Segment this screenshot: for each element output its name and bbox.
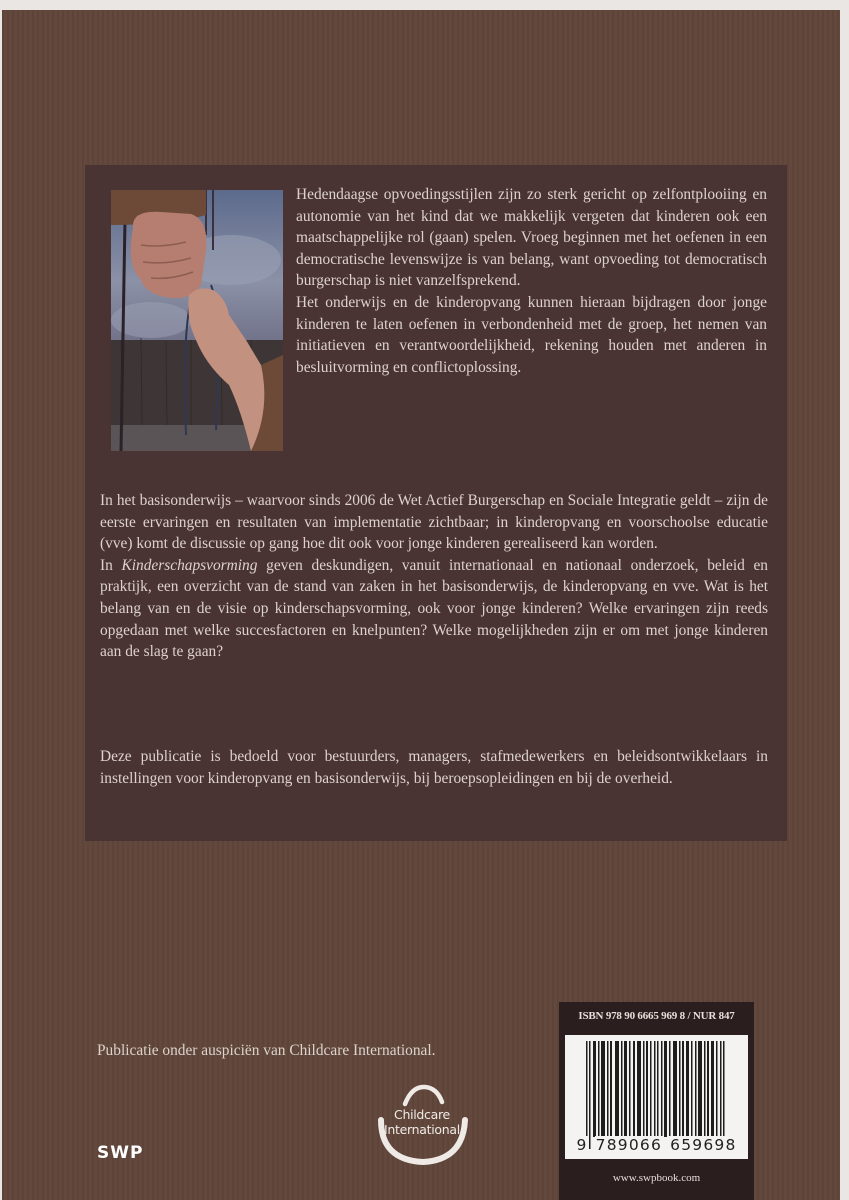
blurb-panel: [85, 165, 787, 841]
main-text: [100, 490, 768, 663]
childcare-logo-text: Childcare International: [384, 1107, 460, 1137]
audience-text: [100, 746, 768, 789]
barcode-digits-group-1: 789066: [595, 1136, 663, 1154]
book-back-cover: [2, 10, 840, 1200]
barcode-digit-lead: 9: [576, 1136, 588, 1154]
publisher-logo: SWP: [97, 1143, 144, 1163]
isbn-barcode-box: [559, 1002, 754, 1200]
book-title: Kinderschapsvorming: [121, 556, 258, 574]
auspices-note: Publicatie onder auspiciën van Childcare International.: [97, 1042, 436, 1059]
childcare-international-logo: [357, 1082, 487, 1168]
overview-prefix: In: [100, 556, 122, 574]
audience-paragraph: Deze publicatie is bedoeld voor bestuurders, managers, stafmedewerkers en beleidsontwikkelaars in instellingen voor kinderopvang en basisonderwijs, bij beroepsopleidingen en bij de overheid.: [100, 748, 768, 787]
barcode-bars-icon: [586, 1041, 728, 1149]
intro-text: [296, 184, 767, 378]
barcode-digits-group-2: 659698: [670, 1136, 737, 1154]
photo-hands-image: [111, 190, 283, 451]
overview-rest: geven deskundigen, vanuit internationaal en nationaal onderzoek, beleid en praktijk, een overzicht van de stand van zaken in het basisonderwijs, de kinderopvang en vve. Wat is het belang van en de visie op kinderschapsvorming, ook voor jonge kinderen? Welke ervaringen zijn reeds opgedaan met welke succesfactoren en knelpunten? Welke mogelijkheden zijn er om met jonge kinderen aan de slag te gaan?: [100, 556, 768, 661]
overview-paragraph: [100, 555, 768, 663]
barcode: [565, 1035, 748, 1159]
publisher-url: www.swpbook.com: [612, 1172, 701, 1184]
barcode-digits: [565, 1136, 748, 1154]
intro-paragraph-2: Het onderwijs en de kinderopvang kunnen hieraan bijdragen door jonge kinderen te laten oefenen in verbondenheid met de groep, het nemen van initiatieven en verantwoordelijkheid, rekening houden met anderen in besluitvorming en conflictoplossing.: [296, 293, 767, 376]
intro-paragraph-1: Hedendaagse opvoedingsstijlen zijn zo sterk gericht op zelfontplooiing en autonomie van het kind dat we makkelijk vergeten dat kinderen ook een maatschappelijke rol (gaan) spelen. Vroeg beginnen met het oefenen in een democratische levenswijze is van belang, want opvoeding tot democratisch burgerschap is niet vanzelfsprekend.: [296, 186, 767, 290]
isbn-text: ISBN 978 90 6665 969 8 / NUR 847: [578, 1010, 735, 1022]
context-paragraph: In het basisonderwijs – waarvoor sinds 2006 de Wet Actief Burgerschap en Sociale Integratie geldt – zijn de eerste ervaringen en resultaten van implementatie zichtbaar; in kinderopvang en voorschoolse educatie (vve) komt de discussie op gang hoe dit ook voor jonge kinderen gerealiseerd kan worden.: [100, 492, 768, 553]
